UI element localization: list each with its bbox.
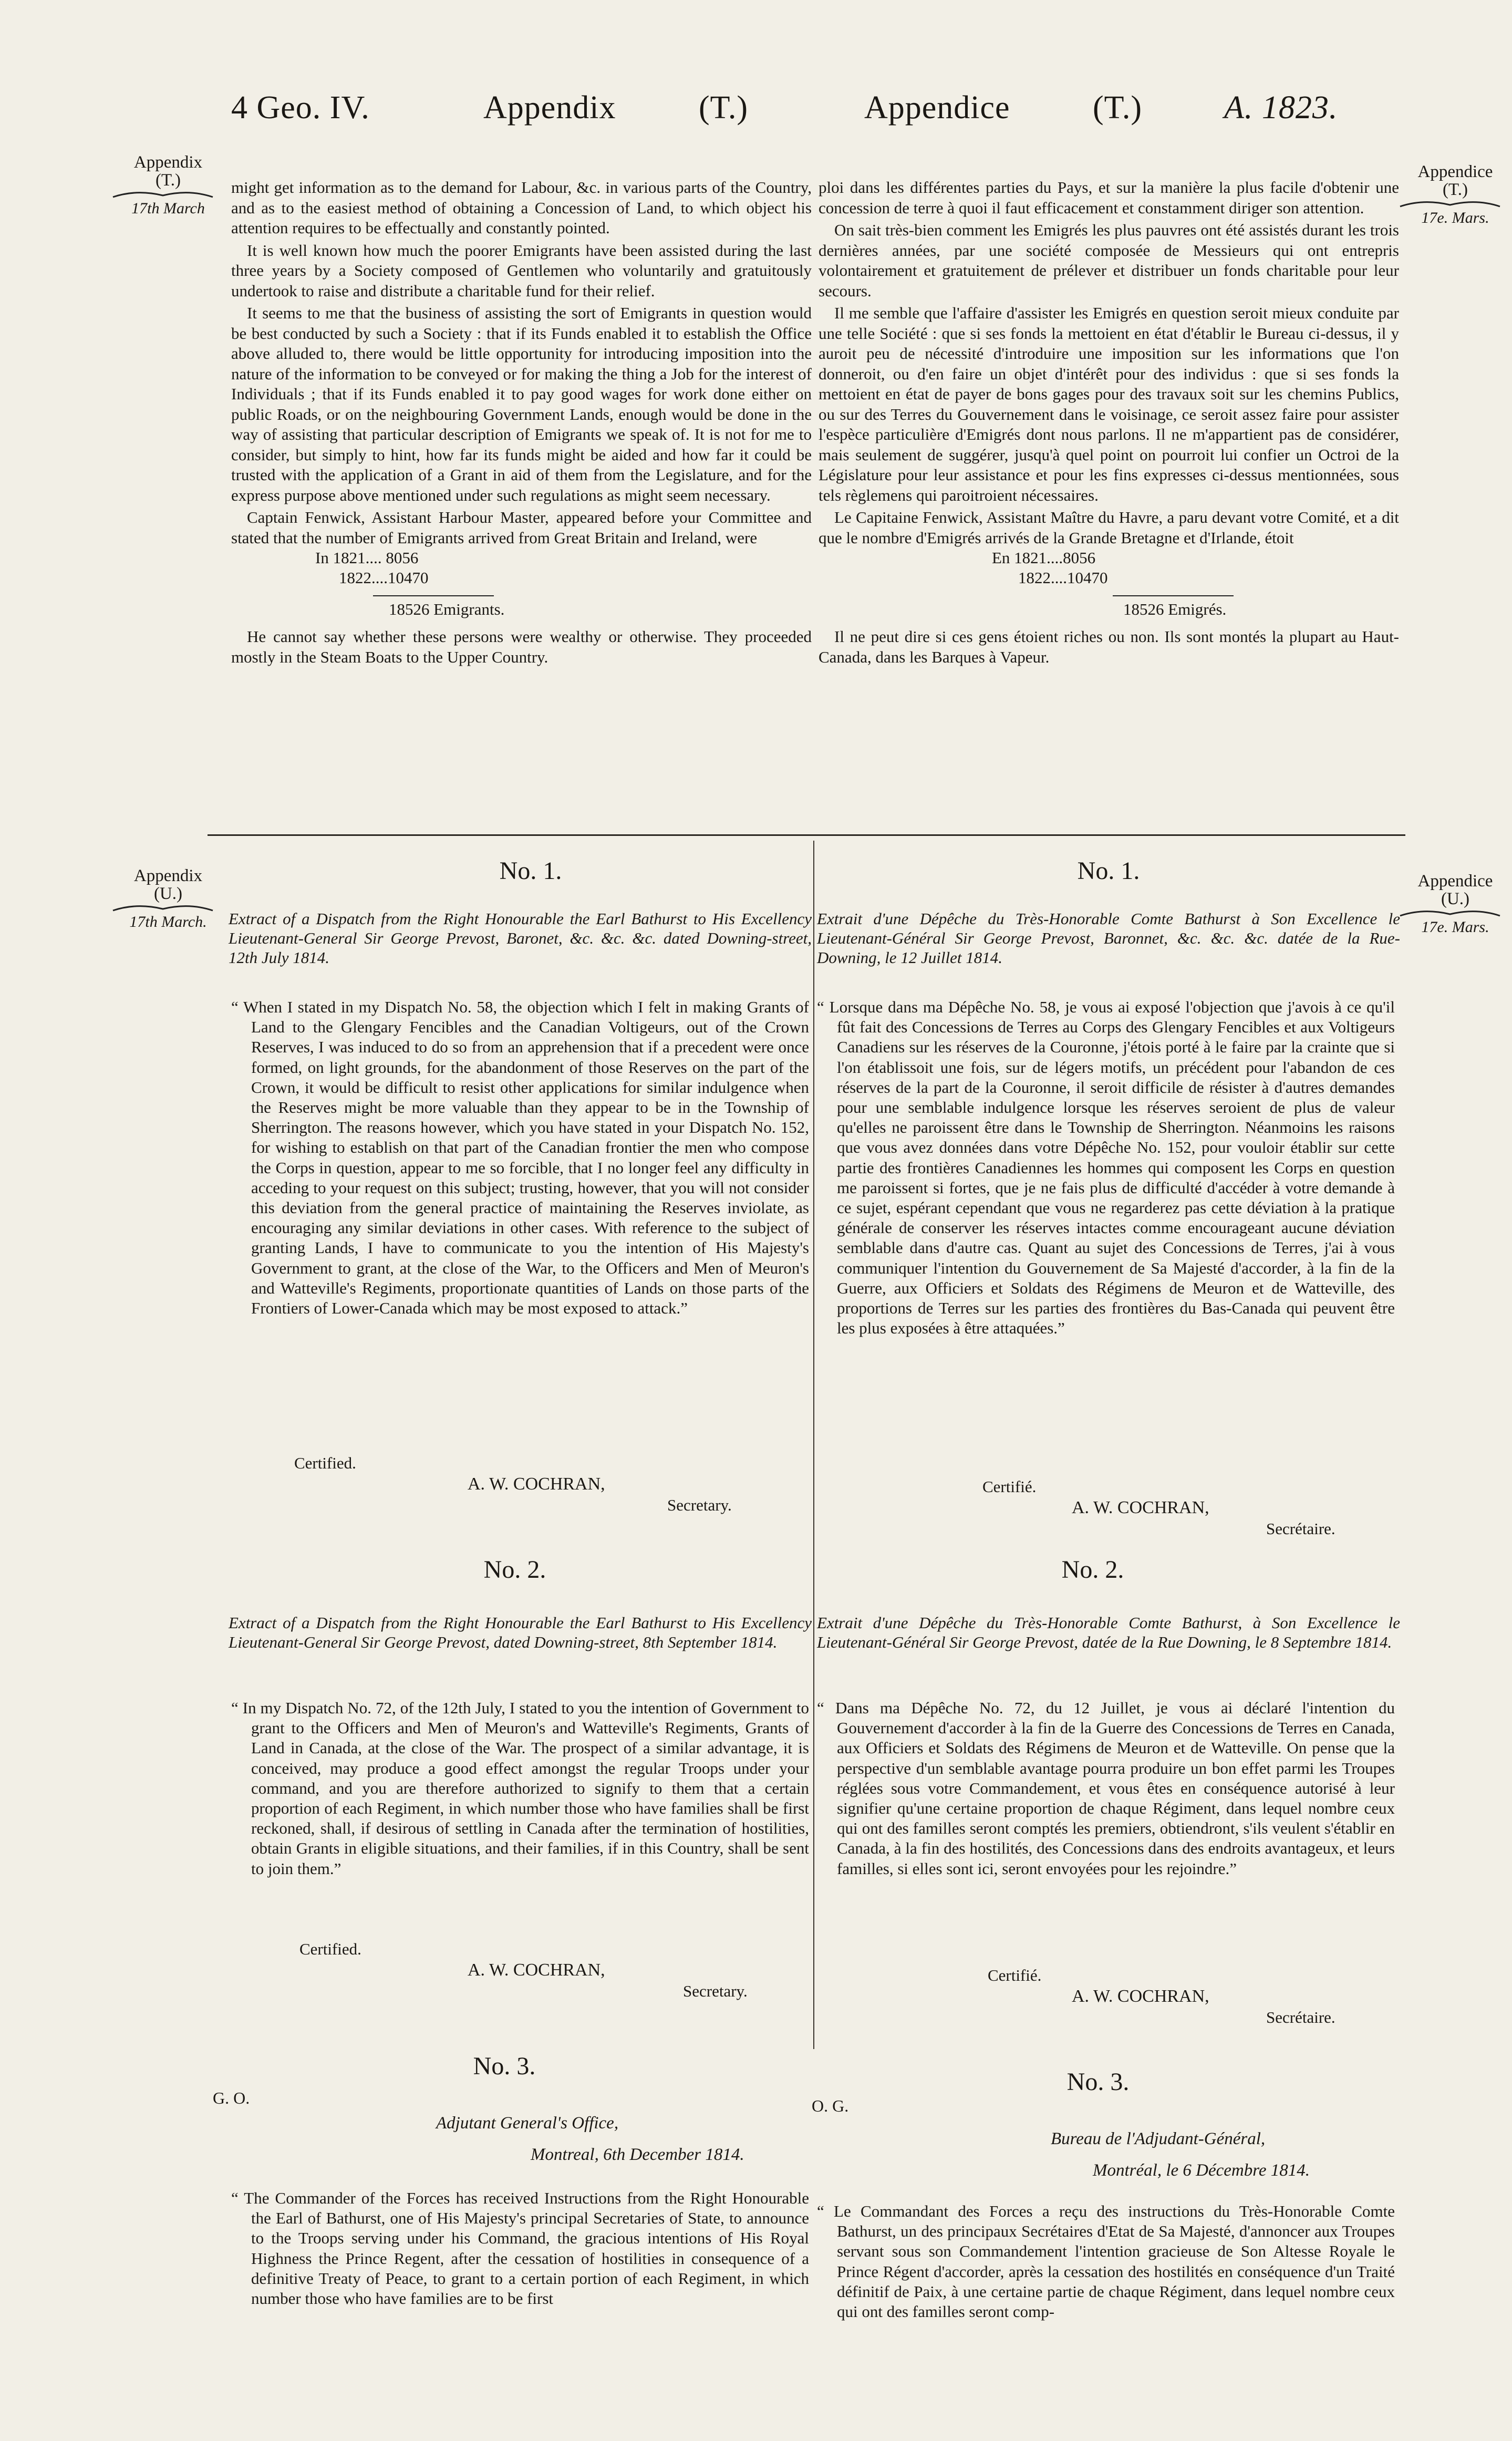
paragraph: He cannot say whether these persons were wealthy or otherwise. They proceeded mostly in the Steam Boats to the Upper Country. bbox=[231, 627, 812, 666]
no3-quote-en bbox=[231, 2188, 809, 2419]
no2-heading-fr: No. 2. bbox=[1061, 1556, 1124, 1584]
margin-label: Appendix bbox=[133, 153, 203, 172]
no3-heading-en: No. 3. bbox=[473, 2052, 536, 2080]
signatory-title: Secretary. bbox=[683, 1982, 748, 2000]
signatory-name: A. W. COCHRAN, bbox=[1072, 1987, 1209, 2006]
signatory-title: Secretary. bbox=[667, 1496, 732, 1514]
margin-letter: (T.) bbox=[1443, 180, 1468, 199]
paragraph: ploi dans les différentes parties du Pays, et sur la manière la plus facile d'obtenir une concession de terre à quoi il faut efficacement et constamment diriger son attention. bbox=[819, 178, 1399, 217]
section-t-english bbox=[231, 178, 812, 667]
paragraph: Il me semble que l'affaire d'assister les Emigrés en question seroit mieux conduite par une telle Société : que si ses fonds la mettoient en état d'établir le Bureau ci-dessus, il y auroit peu de nécessité d'introduire une imposition sur les informations que l'on donneroit, ou d'en faire un objet d'intérêt pour des individus : que si ses fonds la mettoient en état de payer de bons gages pour des travaux soit sur les chemins Publics, ou sur des Terres du Gouvernement dans le voisinage, ce seroit assez faire pour assister l'espèce particulière d'Emigrés dont nous parlons. Il ne m'appartient pas de considérer, mais seulement de suggérer, jusqu'à quel point on pourroit lui confier un Octroi de la Législature pour leur assistance et pour les fins expresses ci-dessus mentionnées, sous tels règlemens qui paroitroient nécessaires. bbox=[819, 304, 1399, 504]
no1-signature-fr bbox=[982, 1476, 1335, 1539]
no3-place-en: Montreal, 6th December 1814. bbox=[531, 2145, 744, 2164]
margin-letter: (T.) bbox=[156, 171, 181, 190]
paragraph: It is well known how much the poorer Emigrants have been assisted during the last three years by a Society composed of Gentlemen who voluntarily and gratuitously undertook to raise and distribute a charitable fund for their relief. bbox=[231, 241, 812, 300]
paragraph: It seems to me that the business of assisting the sort of Emigrants in question would be best conducted by such a Society : that if its Funds enabled it to establish the Office above alluded to, there would be little opportunity for introducing imposition into the nature of the information to be conveyed or for making the thing a Job for the interest of Individuals ; that if its Funds enabled it to pay good wages for work done either on public Roads, or on the neighbouring Government Lands, enough would be done in the way of assisting that particular description of Emigrants we speak of. It is not for me to consider, but simply to hint, how far its funds might be aided and how far it could be trusted with the application of a Grant in aid of them from the Legislature, and for the express purpose above mentioned under such regulations as might seem necessary. bbox=[231, 304, 812, 504]
no2-extract-fr: Extrait d'une Dépêche du Très-Honorable Comte Bathurst, à Son Excellence le Lieutenant-Général Sir George Prevost, datée de la Rue Downing, le 8 Septembre 1814. bbox=[817, 1613, 1400, 1651]
quotation: “ In my Dispatch No. 72, of the 12th July, I stated to you the intention of Government to grant to the Officers and Men of Meuron's and Watteville's Regiments, Grants of Land in Canada, at the close of the War. The prospect of a similar advantage, it is conceived, may produce a good effect amongst the regular Troops under your command, and you are therefore authorized to signify to them that a certain proportion of each Regiment, in which number those who have families shall be first reckoned, shall, if desirous of settling in Canada after the termination of hostilities, obtain Grants in eligible situations, and their families, if in this Country, shall be sent to join them.” bbox=[231, 1699, 809, 1878]
section-divider bbox=[208, 834, 1405, 836]
emigrant-row: 1822....10470 bbox=[1018, 568, 1108, 587]
signatory-title: Secrétaire. bbox=[1266, 2008, 1335, 2026]
no3-heading-fr: No. 3. bbox=[1066, 2068, 1130, 2096]
no2-extract-en: Extract of a Dispatch from the Right Honourable the Earl Bathurst to His Excellency Lieutenant-General Sir George Prevost, dated Downing-street, 8th September 1814. bbox=[229, 1613, 812, 1651]
header-year: A. 1823. bbox=[1224, 90, 1338, 126]
margin-note-t-left bbox=[110, 153, 226, 218]
no2-heading-en: No. 2. bbox=[483, 1556, 546, 1584]
go-marker-fr: O. G. bbox=[812, 2096, 849, 2115]
margin-date: 17th March. bbox=[129, 913, 207, 930]
no1-extract-fr: Extrait d'une Dépêche du Très-Honorable Comte Bathurst à Son Excellence le Lieutenant-Général Sir George Prevost, Baronnet, &c. &c. &c. datée de la Rue-Downing, le 12 Juillet 1814. bbox=[817, 909, 1400, 967]
paragraph: On sait très-bien comment les Emigrés les plus pauvres ont été assistés durant les trois dernières années, par une société composée de Messieurs qui ont entrepris volontairement et gratuitement de prélever et distribuer un fonds charitable pour leur secours. bbox=[819, 221, 1399, 300]
section-t-french bbox=[819, 178, 1399, 667]
signatory-title: Secrétaire. bbox=[1266, 1519, 1335, 1538]
no3-quote-fr bbox=[817, 2201, 1395, 2419]
margin-note-u-right bbox=[1397, 872, 1512, 936]
brace-icon bbox=[110, 189, 215, 200]
quotation: “ The Commander of the Forces has received Instructions from the Right Honourable the Earl of Bathurst, one of His Majesty's principal Secretaries of State, to announce to the Troops serving under his Command, the gracious intentions of His Royal Highness the Prince Regent, after the cessation of hostilities in consequence of a definitive Treaty of Peace, to grant to a certain portion of each Regiment, in which number those who have families are to be first bbox=[231, 2189, 809, 2308]
brace-icon bbox=[1397, 199, 1503, 209]
margin-label: Appendix bbox=[133, 866, 203, 885]
signatory-name: A. W. COCHRAN, bbox=[468, 1960, 605, 1980]
brace-icon bbox=[110, 903, 215, 913]
certified-label: Certifié. bbox=[988, 1966, 1042, 1984]
margin-letter: (U.) bbox=[1441, 889, 1470, 908]
margin-letter: (U.) bbox=[153, 884, 183, 903]
certified-label: Certifié. bbox=[982, 1477, 1037, 1496]
quotation: “ Lorsque dans ma Dépêche No. 58, je vous ai exposé l'objection que j'avois à ce qu'il fût fait des Concessions de Terres au Corps des Glengary Fencibles et aux Voltigeurs Canadiens sur les réserves de la Couronne, j'étois porté à le faire par la crainte que si l'on établissoit une fois, sur de légers motifs, un précédent pour l'abandon de ces réserves de la part de la Couronne, il seroit difficile de résister à d'autres demandes pour une semblable indulgence lorsque les réserves seroient de plus de valeur qu'elles ne paroissent être dans le Township de Sherrington. Néanmoins les raisons que vous avez données dans votre Dépêche No. 152, pour vouloir établir sur cette partie des frontières Canadiennes les hommes qui composent les Corps en question me paroissent si fortes, que je ne fais plus de difficulté d'accéder à votre demande à ce sujet, espérant cependant que vous ne regarderez pas cette déviation à la pratique générale de conserver les réserves intactes comme encourageant aucune déviation semblable dans d'autre cas. Quant au sujet des Concessions de Terres, j'ai à vous communiquer l'intention du Gouvernement de Sa Majesté d'accorder, à la fin de la Guerre, aux Officiers et Soldats des Régimens de Meuron et de Watteville, des proportions de Terres sur les parties des frontières du Bas-Canada qui peuvent être les plus exposées à être attaquées.” bbox=[817, 998, 1395, 1338]
certified-label: Certified. bbox=[294, 1454, 356, 1472]
header-letter-fr: (T.) bbox=[1093, 90, 1143, 126]
header-letter-en: (T.) bbox=[699, 90, 749, 126]
header-appendix-fr: Appendice bbox=[864, 90, 1010, 126]
paragraph: might get information as to the demand for Labour, &c. in various parts of the Country, and as to the easiest method of obtaining a Concession of Land, to which object his attention requires to be effectually and constantly pointed. bbox=[231, 178, 812, 237]
header-session: 4 Geo. IV. bbox=[231, 90, 370, 126]
no1-signature-en bbox=[294, 1453, 732, 1516]
emigrant-total: 18526 Emigrés. bbox=[1123, 600, 1227, 618]
margin-date: 17th March bbox=[131, 200, 205, 217]
margin-note-t-right bbox=[1397, 163, 1512, 227]
no1-heading-en: No. 1. bbox=[499, 857, 562, 885]
margin-date: 17e. Mars. bbox=[1421, 918, 1489, 936]
quotation: “ Dans ma Dépêche No. 72, du 12 Juillet, je vous ai déclaré l'intention du Gouvernement d'accorder à la fin de la Guerre des Concessions de Terres en Canada, aux Officiers et Soldats des Régimens de Meuron et de Watteville. On pense que la perspective d'un semblable avantage pourra produire un bon effet parmi les Troupes réglées sous votre Commandement, et vous êtes en conséquence autorisé à leur signifier qu'une certaine proportion de chaque Régiment, dans lequel nombre ceux qui ont des familles seront comptés les premiers, obtiendront, s'ils veulent s'établir en Canada, à la fin des hostilités, des Concessions dans des endroits avantageux, et leurs familles, si elles sont ici, seront envoyées pour les rejoindre.” bbox=[817, 1699, 1395, 1878]
emigrant-row: En 1821....8056 bbox=[992, 549, 1096, 567]
emigrant-total: 18526 Emigrants. bbox=[389, 600, 505, 618]
quotation: “ When I stated in my Dispatch No. 58, the objection which I felt in making Grants of Land to the Glengary Fencibles and the Canadian Voltigeurs, out of the Crown Reserves, I was induced to do so from an apprehension that if a precedent were once formed, on light grounds, for the abandonment of those Reserves on the part of the Crown, it would be difficult to resist other applications for similar indulgence when the Reserves might be more valuable than they appear to be in the Township of Sherrington. The reasons however, which you have stated in your Dispatch No. 152, for wishing to establish on that part of the Canadian frontier the men who compose the Corps in question, appear to me so forcible, that I no longer feel any difficulty in acceding to your request on this subject; trusting, however, that you will not consider this deviation from the general practice of maintaining the Reserves inviolate, as encouraging any similar deviations in other cases. With reference to the subject of granting Lands, I have to communicate to you the intention of His Majesty's Government to grant, at the close of the War, to the Officers and Men of Meuron's and Watteville's Regiments, proportionate quantities of Lands on those parts of the Frontiers of Lower-Canada which may be most exposed to attack.” bbox=[231, 998, 809, 1318]
brace-icon bbox=[1397, 908, 1503, 918]
paragraph: Il ne peut dire si ces gens étoient riches ou non. Ils sont montés la plupart au Haut-Canada, dans les Barques à Vapeur. bbox=[819, 627, 1399, 666]
no2-signature-fr bbox=[988, 1965, 1335, 2028]
margin-note-u-left bbox=[110, 867, 226, 931]
emigrant-row: In 1821.... 8056 bbox=[315, 549, 419, 567]
no3-place-fr: Montréal, le 6 Décembre 1814. bbox=[1093, 2161, 1310, 2180]
margin-label: Appendice bbox=[1417, 872, 1493, 891]
no3-office-en: Adjutant General's Office, bbox=[436, 2114, 619, 2133]
paragraph: Captain Fenwick, Assistant Harbour Master, appeared before your Committee and stated that the number of Emigrants arrived from Great Britain and Ireland, were bbox=[231, 508, 812, 547]
header-appendix-en: Appendix bbox=[483, 90, 616, 126]
quotation: “ Le Commandant des Forces a reçu des instructions du Très-Honorable Comte Bathurst, un des principaux Secrétaires d'Etat de Sa Majesté, d'annoncer aux Troupes servant sous son Commandement l'intention gracieuse de Son Altesse Royale le Prince Régent d'accorder, après la cessation des hostilités en conséquence d'un Traité définitif de Paix, à une certaine partie de chaque Régiment, dans lequel nombre ceux qui ont des familles seront comp- bbox=[817, 2202, 1395, 2321]
no2-quote-fr bbox=[817, 1698, 1395, 1879]
no2-quote-en bbox=[231, 1698, 809, 1879]
signatory-name: A. W. COCHRAN, bbox=[468, 1474, 605, 1494]
paragraph: Le Capitaine Fenwick, Assistant Maître du Havre, a paru devant votre Comité, et a dit que le nombre d'Emigrés arrivés de la Grande Bretagne et d'Irlande, étoit bbox=[819, 508, 1399, 547]
go-marker-en: G. O. bbox=[213, 2088, 250, 2107]
no1-quote-en bbox=[231, 997, 809, 1318]
certified-label: Certified. bbox=[299, 1940, 361, 1958]
no1-quote-fr bbox=[817, 997, 1395, 1338]
margin-label: Appendice bbox=[1417, 162, 1493, 181]
signatory-name: A. W. COCHRAN, bbox=[1072, 1498, 1209, 1517]
no1-extract-en: Extract of a Dispatch from the Right Honourable the Earl Bathurst to His Excellency Lieutenant-General Sir George Prevost, Baronet, &c. &c. &c. dated Downing-street, 12th July 1814. bbox=[229, 909, 812, 967]
no2-signature-en bbox=[299, 1939, 748, 2002]
emigrant-row: 1822....10470 bbox=[339, 568, 429, 587]
no3-office-fr: Bureau de l'Adjudant-Général, bbox=[1051, 2129, 1266, 2148]
margin-date: 17e. Mars. bbox=[1421, 209, 1489, 226]
column-divider bbox=[813, 841, 814, 2049]
no1-heading-fr: No. 1. bbox=[1077, 857, 1140, 885]
